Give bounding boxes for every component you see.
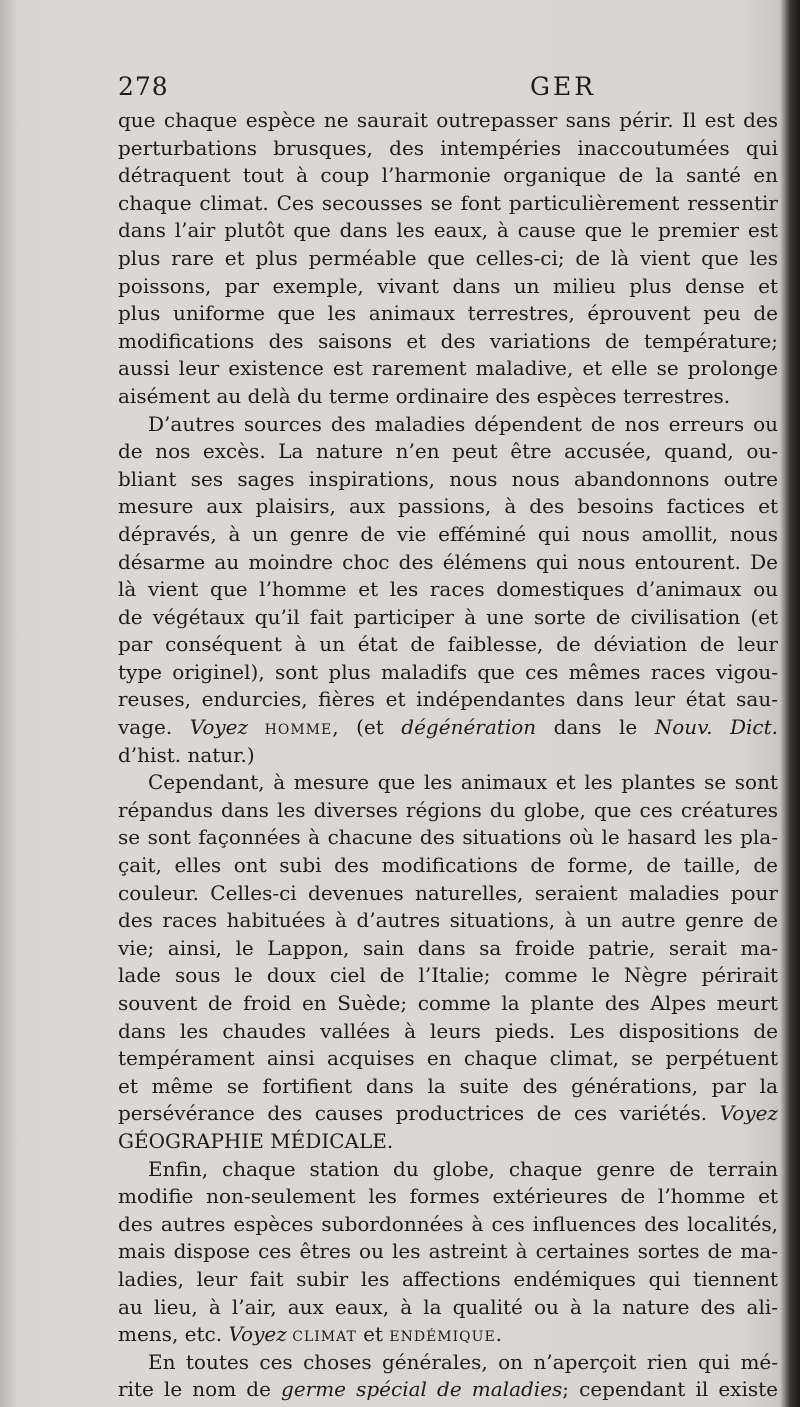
cross-reference-voyez: Voyez bbox=[189, 715, 249, 740]
text-run: rite le nom de bbox=[118, 1377, 282, 1402]
text-line: que chaque espèce ne saurait outrepasser sans périr. Il est des bbox=[118, 108, 778, 132]
text-line: En toutes ces choses générales, on n’aperçoit rien qui mé- bbox=[148, 1349, 778, 1374]
text-line: aussi leur existence est rarement maladive, et elle se prolonge bbox=[118, 356, 778, 381]
text-line: poissons, par exemple, vivant dans un milieu plus dense et bbox=[118, 273, 778, 298]
text-line: tempérament ainsi acquises en chaque climat, se perpétuent bbox=[118, 1046, 778, 1071]
text-line: aisément au delà du terme ordinaire des espèces terrestres. bbox=[118, 383, 731, 408]
cross-reference-geographie: GÉOGRAPHIE MÉDICALE. bbox=[118, 1128, 394, 1153]
text-line: des autres espèces subordonnées à ces influences des localités, bbox=[118, 1211, 778, 1236]
text-line: se sont façonnées à chacune des situations où le hasard les pla- bbox=[118, 825, 778, 850]
text-line bbox=[118, 1376, 778, 1404]
book-title-continued: d’hist. natur.) bbox=[118, 742, 255, 767]
text-line: plus uniforme que les animaux terrestres, éprouvent peu de bbox=[118, 301, 778, 326]
page-number: 278 bbox=[118, 72, 169, 101]
text-line: de végétaux qu’il fait participer à une sorte de civilisation (et bbox=[118, 604, 778, 629]
text-run: dans le bbox=[536, 715, 655, 740]
text-line: perturbations brusques, des intempéries inaccoutumées qui bbox=[118, 135, 778, 160]
text-line: çait, elles ont subi des modifications de forme, de taille, de bbox=[118, 853, 778, 878]
cross-reference-homme: HOMME bbox=[248, 722, 333, 739]
text-line: ladies, leur fait subir les affections endémiques qui tiennent bbox=[118, 1266, 778, 1291]
text-line: au lieu, à l’air, aux eaux, à la qualité ou à la nature des ali- bbox=[118, 1294, 778, 1319]
text-line: de nos excès. La nature n’en peut être accusée, quand, ou- bbox=[118, 439, 778, 464]
paragraph-1 bbox=[118, 107, 778, 411]
text-run: ; cependant il existe bbox=[562, 1377, 778, 1402]
text-line: couleur. Celles-ci devenues naturelles, seraient maladies pour bbox=[118, 880, 778, 905]
text-line: Enfin, chaque station du globe, chaque genre de terrain bbox=[148, 1156, 778, 1181]
text-line bbox=[118, 1100, 778, 1128]
text-run: et bbox=[356, 1322, 390, 1347]
text-line: par conséquent à un état de faiblesse, de déviation de leur bbox=[118, 632, 778, 657]
text-line: dans les chaudes vallées à leurs pieds. Les dispositions de bbox=[118, 1018, 778, 1043]
text-run: . bbox=[495, 1322, 503, 1347]
text-line bbox=[118, 714, 778, 742]
cross-reference-endemique: ENDÉMIQUE bbox=[389, 1329, 496, 1346]
paragraph-3 bbox=[118, 769, 778, 1155]
text-line: Cependant, à mesure que les animaux et les plantes se sont bbox=[148, 770, 778, 795]
paragraph-4 bbox=[118, 1156, 778, 1349]
book-title: Nouv. Dict. bbox=[654, 715, 778, 740]
body-text bbox=[118, 107, 778, 1404]
italic-term: dégénération bbox=[401, 715, 537, 740]
text-line: des races habituées à d’autres situations, à un autre genre de bbox=[118, 908, 778, 933]
text-line: lade sous le doux ciel de l’Italie; comme le Nègre périrait bbox=[118, 963, 778, 988]
text-line: désarme au moindre choc des élémens qui nous entourent. De bbox=[118, 549, 778, 574]
text-run: vage. bbox=[118, 715, 190, 740]
italic-term: germe spécial de maladies bbox=[281, 1377, 563, 1402]
text-line: chaque climat. Ces secousses se font particulièrement ressentir bbox=[118, 190, 778, 215]
text-run: , (et bbox=[332, 715, 402, 740]
text-run: persévérance des causes productrices de ces variétés. bbox=[118, 1101, 720, 1126]
text-line: reuses, endurcies, fières et indépendantes dans leur état sau- bbox=[118, 687, 778, 712]
text-line: bliant ses sages inspirations, nous nous abandonnons outre bbox=[118, 466, 778, 491]
paragraph-2 bbox=[118, 411, 778, 770]
text-line: souvent de froid en Suède; comme la plante des Alpes meurt bbox=[118, 991, 778, 1015]
text-line bbox=[118, 1321, 778, 1349]
text-line: D’autres sources des maladies dépendent de nos erreurs ou bbox=[148, 411, 778, 436]
text-line: dans l’air plutôt que dans les eaux, à cause que le premier est bbox=[118, 218, 778, 243]
cross-reference-voyez: Voyez bbox=[719, 1101, 778, 1126]
text-line: mesure aux plaisirs, aux passions, à des besoins factices et bbox=[118, 494, 778, 519]
text-line: mais dispose ces êtres ou les astreint à certaines sortes de ma- bbox=[118, 1239, 778, 1264]
text-line: et même se fortifient dans la suite des générations, par la bbox=[118, 1073, 778, 1098]
text-line: type originel), sont plus maladifs que ces mêmes races vigou- bbox=[118, 659, 778, 684]
text-run: mens, etc. bbox=[118, 1322, 229, 1347]
cross-reference-climat: CLIMAT bbox=[286, 1329, 357, 1346]
running-head: GER bbox=[530, 72, 597, 101]
text-line: détraquent tout à coup l’harmonie organique de la santé en bbox=[118, 163, 778, 188]
paragraph-5 bbox=[118, 1349, 778, 1404]
text-line: modifications des saisons et des variations de température; bbox=[118, 328, 778, 353]
text-line: modifie non-seulement les formes extérieures de l’homme et bbox=[118, 1184, 778, 1209]
text-line: plus rare et plus perméable que celles-ci; de là vient que les bbox=[118, 245, 778, 270]
text-line: là vient que l’homme et les races domestiques d’animaux ou bbox=[118, 577, 778, 602]
cross-reference-voyez: Voyez bbox=[228, 1322, 287, 1347]
text-line: répandus dans les diverses régions du globe, que ces créatures bbox=[118, 797, 778, 822]
text-line: dépravés, à un genre de vie efféminé qui nous amollit, nous bbox=[118, 521, 778, 546]
text-line: vie; ainsi, le Lappon, sain dans sa froide patrie, serait ma- bbox=[118, 935, 778, 960]
page-header bbox=[118, 72, 778, 106]
